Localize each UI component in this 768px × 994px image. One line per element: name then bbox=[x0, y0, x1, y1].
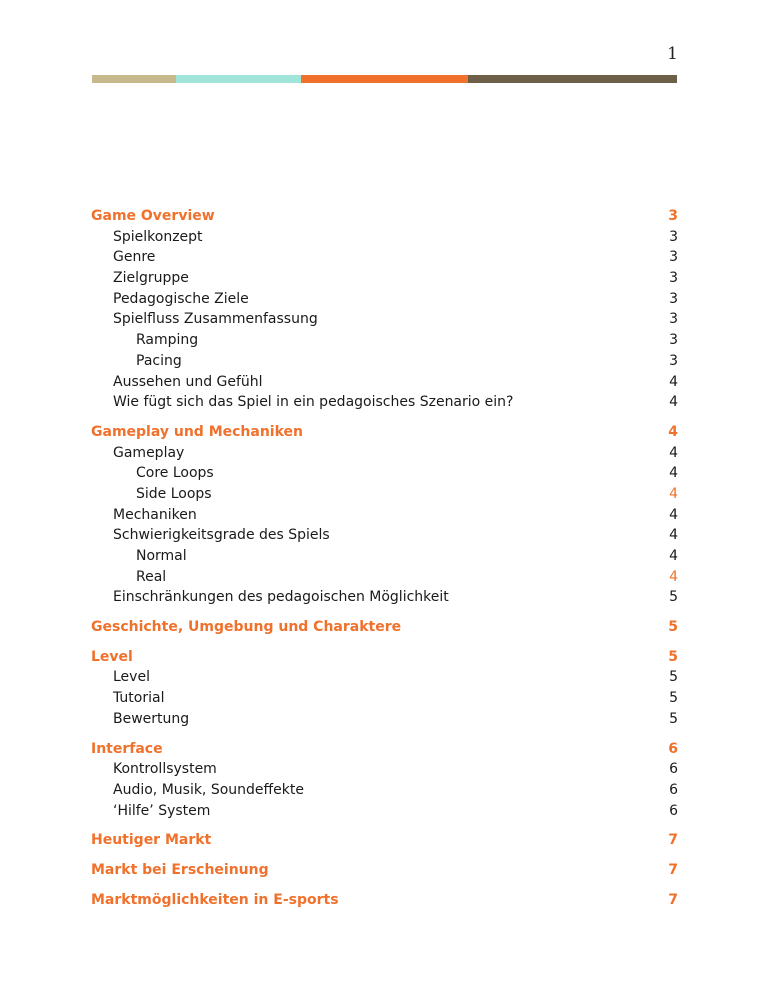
toc-entry-page: 5 bbox=[668, 648, 678, 665]
toc-entry[interactable] bbox=[91, 372, 678, 393]
toc-entry-title: Aussehen und Gefühl bbox=[113, 373, 263, 390]
toc-entry-page: 4 bbox=[669, 506, 678, 523]
toc-entry-page: 4 bbox=[669, 373, 678, 390]
toc-entry[interactable] bbox=[91, 890, 678, 911]
toc-entry[interactable] bbox=[91, 463, 678, 484]
toc-entry[interactable] bbox=[91, 422, 678, 443]
toc-entry[interactable] bbox=[91, 247, 678, 268]
toc-entry[interactable] bbox=[91, 351, 678, 372]
toc-entry-page: 4 bbox=[669, 485, 678, 502]
toc-entry-title: Marktmöglichkeiten in E-sports bbox=[91, 891, 339, 908]
toc-entry-title: Audio, Musik, Soundeffekte bbox=[113, 781, 305, 798]
toc-entry-page: 3 bbox=[669, 249, 678, 266]
toc-entry-title: Core Loops bbox=[136, 465, 214, 482]
toc-entry[interactable] bbox=[91, 443, 678, 464]
toc-entry-page: 4 bbox=[669, 444, 678, 461]
toc-entry-page: 3 bbox=[668, 208, 678, 224]
toc-entry-title: Normal bbox=[136, 548, 187, 564]
toc-entry-page: 4 bbox=[669, 548, 678, 564]
toc-entry-title: Spielfluss Zusammenfassung bbox=[113, 311, 318, 328]
toc-entry-page: 5 bbox=[669, 690, 678, 707]
toc-entry-title: Real bbox=[136, 568, 167, 585]
toc-entry-title: Gameplay und Mechaniken bbox=[91, 423, 303, 440]
toc-entry[interactable] bbox=[91, 309, 678, 330]
toc-entry-title: Spielkonzept bbox=[113, 228, 203, 245]
toc-entry[interactable] bbox=[91, 268, 678, 289]
toc-entry-page: 7 bbox=[668, 891, 678, 908]
toc-entry-page: 3 bbox=[669, 228, 678, 245]
toc-entry-page: 4 bbox=[669, 568, 678, 585]
toc-entry[interactable] bbox=[91, 289, 678, 310]
color-bar-segment-1 bbox=[92, 75, 176, 83]
toc-entry-page: 6 bbox=[668, 740, 678, 757]
toc-entry-title: Wie fügt sich das Spiel in ein pedagoisches Szenario ein? bbox=[113, 394, 514, 411]
toc-entry[interactable] bbox=[91, 505, 678, 526]
toc-entry-page: 3 bbox=[669, 290, 678, 307]
toc-entry-title: Gameplay bbox=[113, 444, 185, 461]
toc-entry-page: 3 bbox=[669, 270, 678, 287]
toc-entry[interactable] bbox=[91, 567, 678, 588]
toc-entry-title: Level bbox=[113, 669, 150, 686]
toc-entry-page: 6 bbox=[669, 802, 678, 819]
toc-entry[interactable] bbox=[91, 739, 678, 760]
table-of-contents bbox=[91, 206, 678, 910]
toc-entry[interactable] bbox=[91, 227, 678, 248]
toc-entry[interactable] bbox=[91, 546, 678, 567]
toc-entry-title: Level bbox=[91, 648, 133, 665]
toc-entry-title: Pedagogische Ziele bbox=[113, 290, 249, 307]
toc-entry-page: 6 bbox=[669, 761, 678, 778]
toc-entry-title: Pacing bbox=[136, 352, 182, 369]
toc-entry-title: Einschränkungen des pedagoischen Möglichkeit bbox=[113, 589, 449, 606]
toc-entry[interactable] bbox=[91, 759, 678, 780]
toc-entry-title: Ramping bbox=[136, 332, 199, 349]
toc-entry-title: Markt bei Erscheinung bbox=[91, 861, 269, 878]
toc-entry[interactable] bbox=[91, 801, 678, 822]
toc-entry-title: Genre bbox=[113, 249, 156, 266]
toc-entry[interactable] bbox=[91, 587, 678, 608]
toc-entry[interactable] bbox=[91, 330, 678, 351]
toc-entry-page: 4 bbox=[669, 527, 678, 544]
toc-entry-title: Game Overview bbox=[91, 208, 215, 224]
toc-entry-page: 4 bbox=[669, 465, 678, 482]
toc-entry-title: Zielgruppe bbox=[113, 270, 189, 287]
color-bar-segment-2 bbox=[176, 75, 301, 83]
toc-entry[interactable] bbox=[91, 667, 678, 688]
toc-entry[interactable] bbox=[91, 617, 678, 638]
header-color-bar bbox=[92, 75, 677, 83]
toc-entry-title: Schwierigkeitsgrade des Spiels bbox=[113, 527, 330, 544]
toc-entry-page: 5 bbox=[669, 710, 678, 727]
toc-entry-title: Heutiger Markt bbox=[91, 832, 212, 849]
color-bar-segment-3 bbox=[301, 75, 468, 83]
toc-entry[interactable] bbox=[91, 688, 678, 709]
color-bar-segment-4 bbox=[468, 75, 677, 83]
toc-entry-page: 4 bbox=[669, 394, 678, 411]
toc-entry-page: 6 bbox=[669, 781, 678, 798]
toc-entry-page: 7 bbox=[668, 832, 678, 849]
toc-entry-title: Kontrollsystem bbox=[113, 761, 217, 778]
toc-entry-page: 5 bbox=[669, 589, 678, 606]
toc-entry-page: 4 bbox=[668, 423, 678, 440]
toc-entry-title: Side Loops bbox=[136, 485, 212, 502]
toc-entry-title: Interface bbox=[91, 740, 163, 757]
toc-entry-page: 5 bbox=[669, 669, 678, 686]
page-number: 1 bbox=[667, 44, 678, 64]
toc-entry[interactable] bbox=[91, 860, 678, 881]
toc-entry-page: 3 bbox=[669, 352, 678, 369]
toc-entry-page: 7 bbox=[668, 861, 678, 878]
toc-entry[interactable] bbox=[91, 525, 678, 546]
toc-entry[interactable] bbox=[91, 709, 678, 730]
toc-entry[interactable] bbox=[91, 484, 678, 505]
toc-entry[interactable] bbox=[91, 647, 678, 668]
toc-entry-title: Tutorial bbox=[113, 690, 165, 707]
toc-entry-page: 3 bbox=[669, 311, 678, 328]
toc-entry-title: Mechaniken bbox=[113, 506, 197, 523]
toc-entry-page: 3 bbox=[669, 332, 678, 349]
toc-entry[interactable] bbox=[91, 206, 678, 227]
toc-entry-title: Bewertung bbox=[113, 710, 190, 727]
toc-entry-title: Geschichte, Umgebung und Charaktere bbox=[91, 619, 402, 636]
toc-entry[interactable] bbox=[91, 392, 678, 413]
toc-entry[interactable] bbox=[91, 830, 678, 851]
toc-entry[interactable] bbox=[91, 780, 678, 801]
toc-entry-title: ‘Hilfe’ System bbox=[113, 802, 211, 819]
toc-entry-page: 5 bbox=[668, 619, 678, 636]
